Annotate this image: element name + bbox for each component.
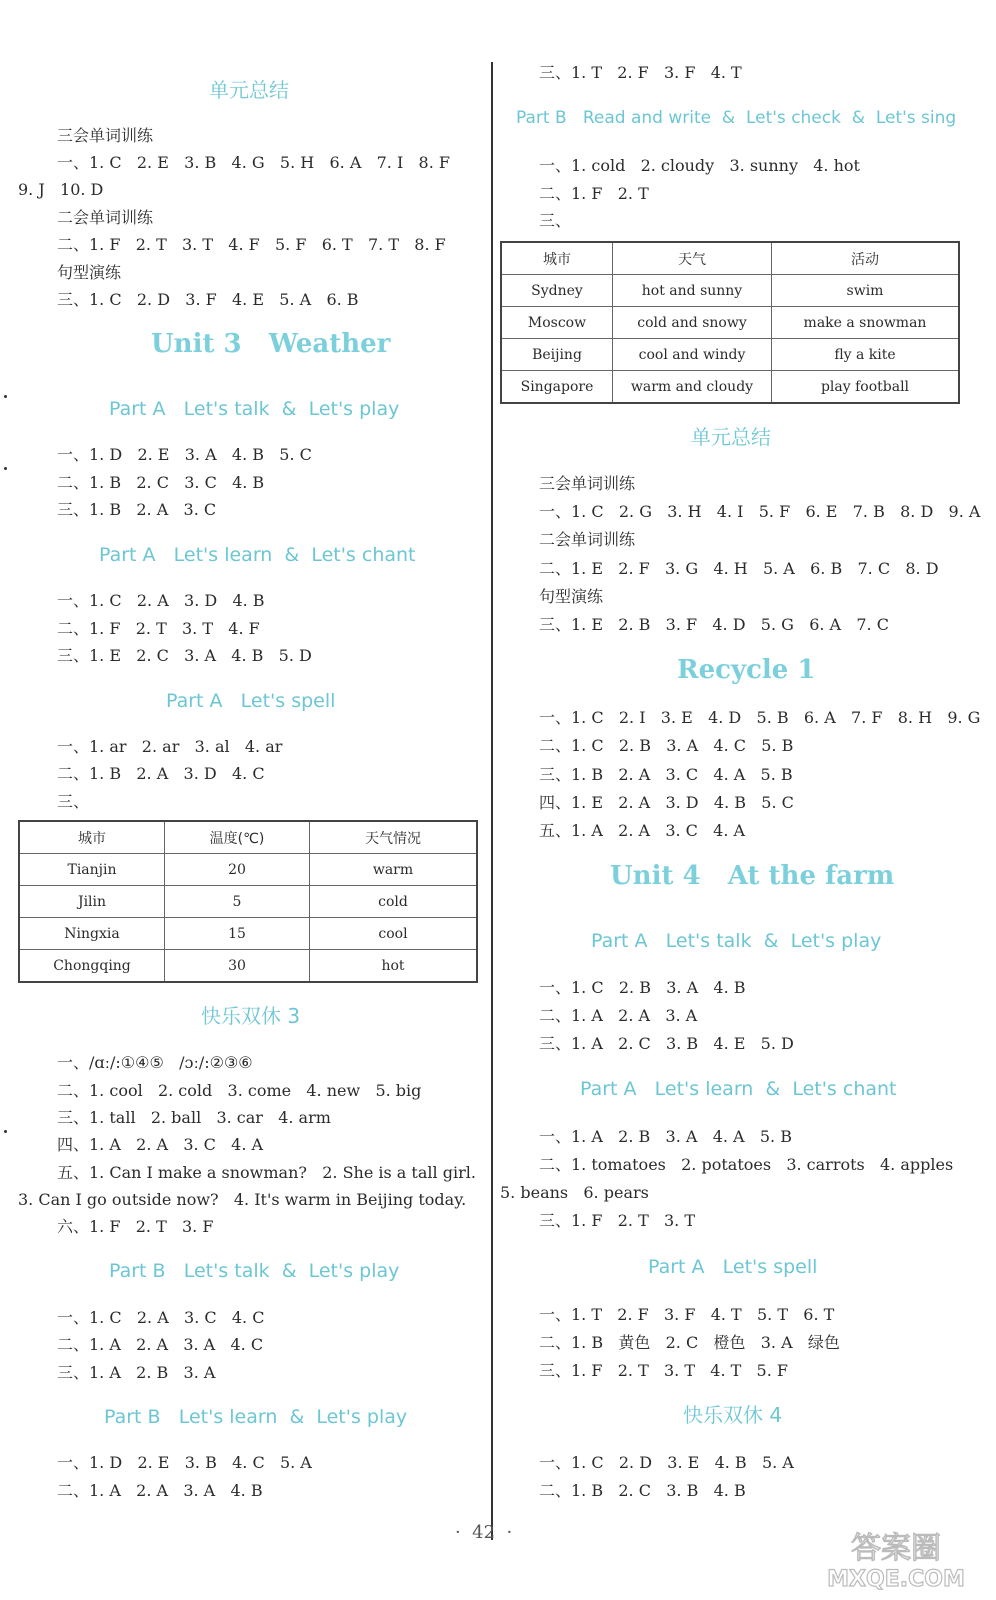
answer-line: 一、1. C 2. G 3. H 4. I 5. F 6. E 7. B 8. D 9. A (539, 502, 981, 521)
margin-dot (4, 467, 7, 470)
table-row (19, 886, 477, 918)
answer-line: 三、1. E 2. B 3. F 4. D 5. G 6. A 7. C (539, 615, 889, 634)
answer-line: 二、1. B 2. A 3. D 4. C (57, 764, 265, 783)
table-cell: Beijing (501, 339, 613, 371)
answer-line: 三、1. A 2. B 3. A (57, 1363, 216, 1382)
table-cell: 30 (165, 950, 310, 983)
table-cell: Singapore (501, 371, 613, 404)
table-header: 城市 (19, 821, 165, 854)
answer-line: 9. J 10. D (18, 180, 104, 199)
answer-line: 三、 (539, 211, 572, 230)
subheading: 二会单词训练 (57, 208, 154, 227)
page-number: · 42 · (455, 1522, 513, 1543)
table-cell: hot and sunny (613, 275, 772, 307)
section-heading: Part A Let's learn & Let's chant (580, 1078, 897, 1100)
answer-line: 二、1. A 2. A 3. A 4. C (57, 1335, 264, 1354)
activity-table (500, 241, 960, 404)
table-row (501, 307, 959, 339)
answer-line: 3. Can I go outside now? 4. It's warm in Beijing today. (18, 1190, 467, 1209)
answer-line: 三、1. F 2. T 3. T (539, 1211, 696, 1230)
answer-line: 一、1. C 2. D 3. E 4. B 5. A (539, 1453, 794, 1472)
section-heading: Part A Let's learn & Let's chant (99, 544, 416, 566)
answer-line: 三、1. T 2. F 3. F 4. T (539, 63, 742, 82)
watermark-url: MXQE.COM (827, 1567, 965, 1592)
answer-line: 一、1. C 2. A 3. C 4. C (57, 1308, 265, 1327)
answer-line: 一、1. C 2. B 3. A 4. B (539, 978, 746, 997)
recycle-title: Recycle 1 (677, 655, 816, 685)
column-divider (491, 62, 493, 1540)
table-row (501, 339, 959, 371)
table-cell: Ningxia (19, 918, 165, 950)
table-cell: fly a kite (772, 339, 960, 371)
table-cell: warm (310, 854, 478, 886)
unit-title: Unit 4 At the farm (610, 861, 895, 891)
answer-line: 二、1. F 2. T (539, 184, 649, 203)
answer-line: 二、1. A 2. A 3. A 4. B (57, 1481, 263, 1500)
table-cell: 15 (165, 918, 310, 950)
table-header: 天气情况 (310, 821, 478, 854)
section-heading: 单元总结 (209, 78, 289, 102)
table-cell: cold (310, 886, 478, 918)
table-cell: cool (310, 918, 478, 950)
section-heading: Part B Let's talk & Let's play (109, 1260, 400, 1282)
section-heading: Part A Let's talk & Let's play (109, 398, 400, 420)
answer-line: 二、1. B 黄色 2. C 橙色 3. A 绿色 (539, 1333, 840, 1352)
answer-line: 二、1. E 2. F 3. G 4. H 5. A 6. B 7. C 8. D (539, 559, 939, 578)
answer-line: 5. beans 6. pears (500, 1183, 649, 1202)
table-cell: Jilin (19, 886, 165, 918)
table-cell: 20 (165, 854, 310, 886)
table-row (19, 854, 477, 886)
answer-line: 五、1. A 2. A 3. C 4. A (539, 821, 746, 840)
answer-line: 三、1. B 2. A 3. C 4. A 5. B (539, 765, 793, 784)
answer-line: 二、1. tomatoes 2. potatoes 3. carrots 4. apples (539, 1155, 954, 1174)
answer-line: 四、1. A 2. A 3. C 4. A (57, 1135, 264, 1154)
answer-line: 二、1. B 2. C 3. C 4. B (57, 473, 265, 492)
watermark-text: 答案圈 (851, 1531, 941, 1566)
answer-line: 一、1. D 2. E 3. B 4. C 5. A (57, 1453, 312, 1472)
table-cell: hot (310, 950, 478, 983)
answer-line: 二、1. A 2. A 3. A (539, 1006, 698, 1025)
answer-line: 二、1. F 2. T 3. T 4. F 5. F 6. T 7. T 8. F (57, 235, 446, 254)
section-heading: 快乐双休 4 (683, 1403, 783, 1427)
answer-line: 五、1. Can I make a snowman? 2. She is a tall girl. (57, 1163, 476, 1182)
table-cell: Sydney (501, 275, 613, 307)
section-heading: Part A Let's talk & Let's play (591, 930, 882, 952)
margin-dot (4, 1130, 7, 1133)
table-header: 城市 (501, 242, 613, 275)
answer-line: 一、1. T 2. F 3. F 4. T 5. T 6. T (539, 1305, 835, 1324)
answer-line: 一、1. ar 2. ar 3. al 4. ar (57, 737, 283, 756)
answer-line: 一、1. C 2. I 3. E 4. D 5. B 6. A 7. F 8. H 9. G (539, 708, 981, 727)
answer-line: 三、1. F 2. T 3. T 4. T 5. F (539, 1361, 789, 1380)
table-row (501, 371, 959, 404)
table-cell: make a snowman (772, 307, 960, 339)
table-cell: Chongqing (19, 950, 165, 983)
answer-line: 三、1. B 2. A 3. C (57, 500, 217, 519)
table-header: 温度(℃) (165, 821, 310, 854)
answer-line: 三、1. A 2. C 3. B 4. E 5. D (539, 1034, 794, 1053)
answer-line: 一、1. A 2. B 3. A 4. A 5. B (539, 1127, 792, 1146)
subheading: 句型演练 (539, 587, 604, 606)
answer-line: 三、 (57, 792, 90, 811)
table-row (19, 950, 477, 983)
weather-table (18, 820, 478, 983)
subheading: 句型演练 (57, 263, 122, 282)
table-cell: cool and windy (613, 339, 772, 371)
table-header: 天气 (613, 242, 772, 275)
section-heading: Part B Let's learn & Let's play (104, 1406, 408, 1428)
table-cell: Tianjin (19, 854, 165, 886)
answer-line: 三、1. tall 2. ball 3. car 4. arm (57, 1108, 331, 1127)
table-cell: Moscow (501, 307, 613, 339)
table-cell: play football (772, 371, 960, 404)
answer-line: 一、1. D 2. E 3. A 4. B 5. C (57, 445, 312, 464)
answer-line: 三、1. E 2. C 3. A 4. B 5. D (57, 646, 312, 665)
margin-dot (4, 395, 7, 398)
table-cell: cold and snowy (613, 307, 772, 339)
section-heading: Part A Let's spell (648, 1256, 818, 1278)
table-row (19, 918, 477, 950)
unit-title: Unit 3 Weather (151, 329, 391, 359)
answer-line: 一、1. C 2. A 3. D 4. B (57, 591, 265, 610)
section-heading: Part B Read and write & Let's check & Let's sing (516, 108, 957, 128)
answer-line: 一、1. C 2. E 3. B 4. G 5. H 6. A 7. I 8. F (57, 153, 451, 172)
answer-line: 二、1. C 2. B 3. A 4. C 5. B (539, 736, 794, 755)
answer-line: 二、1. cool 2. cold 3. come 4. new 5. big (57, 1081, 422, 1100)
answer-line: 一、/ɑː/:①④⑤ /ɔː/:②③⑥ (57, 1053, 253, 1072)
watermark-logo (816, 1522, 976, 1592)
table-cell: 5 (165, 886, 310, 918)
subheading: 三会单词训练 (539, 474, 636, 493)
answer-line: 二、1. F 2. T 3. T 4. F (57, 619, 260, 638)
table-cell: swim (772, 275, 960, 307)
subheading: 二会单词训练 (539, 530, 636, 549)
table-row (501, 275, 959, 307)
subheading: 三会单词训练 (57, 126, 154, 145)
answer-line: 二、1. B 2. C 3. B 4. B (539, 1481, 746, 1500)
answer-line: 三、1. C 2. D 3. F 4. E 5. A 6. B (57, 290, 359, 309)
table-header: 活动 (772, 242, 960, 275)
table-cell: warm and cloudy (613, 371, 772, 404)
section-heading: 快乐双休 3 (201, 1004, 301, 1028)
answer-line: 四、1. E 2. A 3. D 4. B 5. C (539, 793, 794, 812)
section-heading: 单元总结 (691, 425, 771, 449)
answer-line: 六、1. F 2. T 3. F (57, 1217, 214, 1236)
answer-line: 一、1. cold 2. cloudy 3. sunny 4. hot (539, 156, 860, 175)
section-heading: Part A Let's spell (166, 690, 336, 712)
